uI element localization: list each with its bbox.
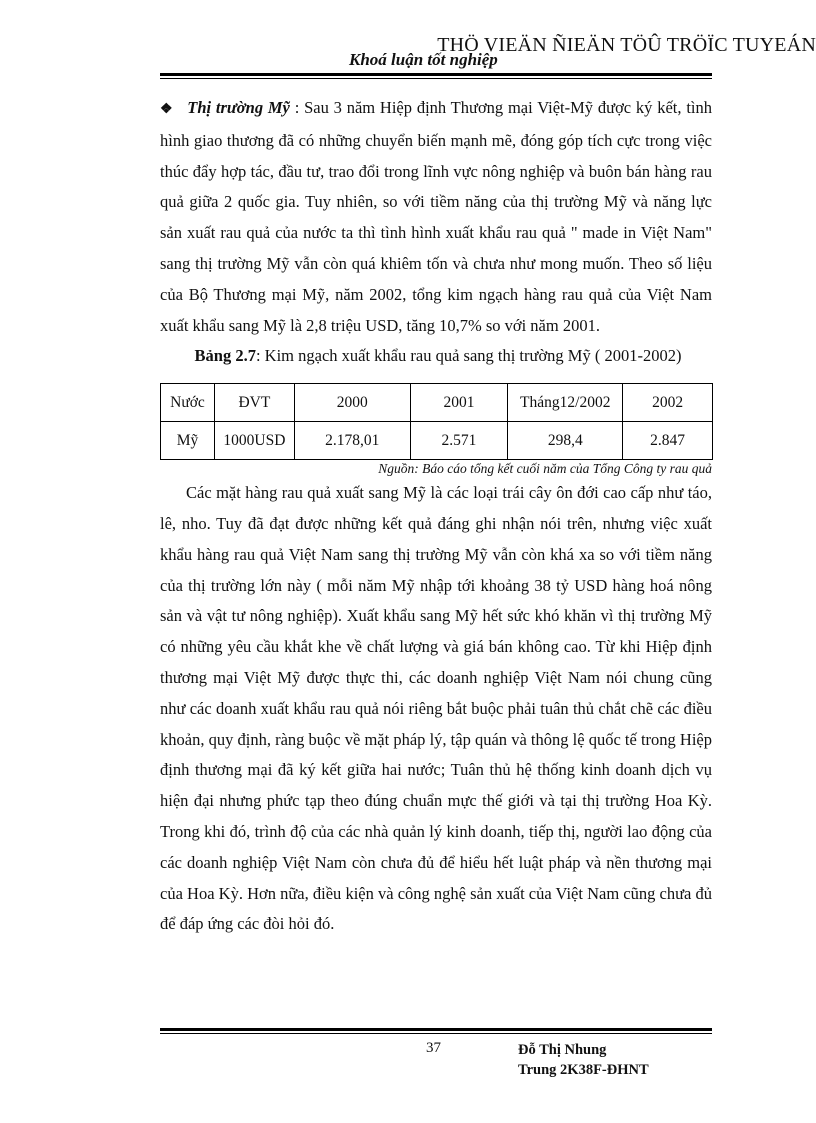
table-row (161, 422, 713, 460)
table-cell: 2.178,01 (294, 422, 410, 460)
watermark-text: THÖ VIEÄN ÑIEÄN TÖÛ TRÖÏC TUYEÁN (437, 34, 816, 56)
table-cell: 2.847 (623, 422, 713, 460)
author-name: Đỗ Thị Nhung (518, 1042, 607, 1058)
table-cell: 1000USD (214, 422, 294, 460)
table-caption-label: Bảng 2.7 (194, 346, 256, 366)
author-class: Trung 2K38F-ĐHNT (518, 1062, 649, 1078)
page-content (160, 93, 712, 940)
paragraph-lead: Thị trường Mỹ (187, 98, 290, 117)
export-table (160, 383, 713, 460)
table-header-row (161, 384, 713, 422)
table-cell: 2.571 (410, 422, 508, 460)
diamond-bullet-icon: ❖ (160, 102, 174, 117)
table-header-cell: Tháng12/2002 (508, 384, 623, 422)
table-header-cell: 2002 (623, 384, 713, 422)
footer-rule (160, 1028, 712, 1034)
table-cell: 298,4 (508, 422, 623, 460)
table-header-cell: Nước (161, 384, 215, 422)
page-header-title: Khoá luận tốt nghiệp (349, 50, 498, 69)
table-cell: Mỹ (161, 422, 215, 460)
table-source-note: Nguồn: Báo cáo tổng kết cuối năm của Tổng Công ty rau quả (378, 461, 712, 477)
paragraph-analysis: Các mặt hàng rau quả xuất sang Mỹ là các loại trái cây ôn đới cao cấp như táo, lê, nho. Tuy đã đạt được những kết quả đáng ghi nhận nói trên, nhưng việc xuất khẩu hàng rau quả Việt Nam sang thị trường Mỹ vẫn còn khá xa so với tiềm năng của thị trường lớn này ( mỗi năm Mỹ nhập tới khoảng 38 tỷ USD hàng hoá nông sản và vật tư nông nghiệp). Xuất khẩu sang Mỹ hết sức khó khăn vì thị trường Mỹ có những yêu cầu khắt khe về chất lượng và giá bán không cao. Từ khi Hiệp định thương mại Việt Mỹ được thực thi, các doanh nghiệp Việt Nam nói chung cũng như các doanh xuất khẩu rau quả nói riêng bắt buộc phải tuân thủ chắt chẽ các điều khoản, quy định, ràng buộc về mặt pháp lý, tập quán và thông lệ quốc tế trong Hiệp định thương mại đã ký kết giữa hai nước; Tuân thủ hệ thống kinh doanh dịch vụ hiện đại nhưng phức tạp theo đúng chuẩn mực thế giới và tại thị trường Hoa Kỳ. Trong khi đó, trình độ của các nhà quản lý kinh doanh, tiếp thị, người lao động của các doanh nghiệp Việt Nam còn chưa đủ để hiểu hết luật pháp và nền thương mại của Hoa Kỳ. Hơn nữa, điều kiện và công nghệ sản xuất của Việt Nam cũng chưa đủ để đáp ứng các đòi hỏi đó. (160, 483, 712, 934)
table-header-cell: 2001 (410, 384, 508, 422)
paragraph-us-market (160, 93, 712, 341)
author-block (518, 1040, 649, 1080)
table-header-cell: 2000 (294, 384, 410, 422)
header-rule (160, 73, 712, 79)
table-caption-text: : Kim ngạch xuất khẩu rau quả sang thị trường Mỹ ( 2001-2002) (255, 346, 682, 366)
table-caption (160, 341, 712, 372)
table-header-cell: ĐVT (214, 384, 294, 422)
paragraph-text: : Sau 3 năm Hiệp định Thương mại Việt-Mỹ được ký kết, tình hình giao thương đã có những chuyển biến mạnh mẽ, đóng góp tích cực trong việc thúc đẩy hợp tác, đầu tư, trao đổi trong lĩnh vực nông nghiệp và buôn bán hàng rau quả giữa 2 quốc gia. Tuy nhiên, so với tiềm năng của thị trường Mỹ và năng lực sản xuất rau quả của nước ta thì tình hình xuất khẩu rau quả " made in Việt Nam" sang thị trường Mỹ vẫn còn quá khiêm tốn và chưa như mong muốn. Theo số liệu của Bộ Thương mại Mỹ, năm 2002, tổng kim ngạch hàng rau quả của Việt Nam xuất khẩu sang Mỹ là 2,8 triệu USD, tăng 10,7% so với năm 2001. (160, 98, 712, 335)
page-number: 37 (426, 1040, 441, 1056)
